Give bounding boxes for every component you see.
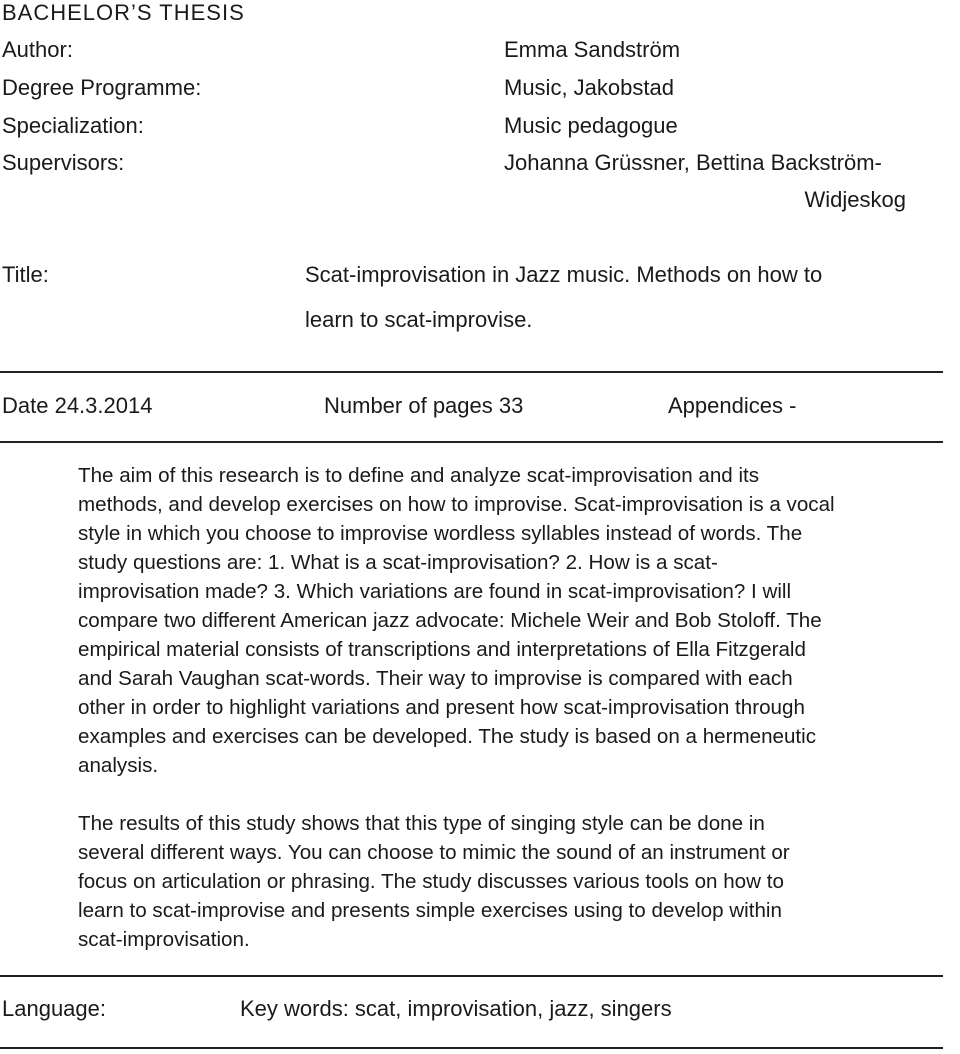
abstract-paragraph [78,461,960,780]
results-line: The results of this study shows that this type of singing style can be done in [78,812,765,835]
divider-info [0,441,943,443]
abstract-line: examples and exercises can be developed. The study is based on a hermeneutic [78,725,817,748]
results-line: focus on articulation or phrasing. The study discusses various tools on how to [78,870,784,893]
abstract-line: analysis. [78,754,159,777]
appendices-field: Appendices - [668,393,797,418]
specialization-value: Music pedagogue [504,113,678,138]
document-heading: BACHELOR’S THESIS [2,0,245,25]
title-value-line2: learn to scat-improvise. [305,307,533,332]
supervisors-value-line1: Johanna Grüssner, Bettina Backström- [504,150,882,175]
abstract-line: improvisation made? 3. Which variations are found in scat-improvisation? I will [78,580,792,603]
supervisors-value-line2: Widjeskog [804,187,906,212]
abstract-line: methods, and develop exercises on how to improvise. Scat-improvisation is a vocal [78,493,835,516]
abstract-line: other in order to highlight variations and present how scat-improvisation through [78,696,805,719]
divider-footer [0,1047,943,1049]
language-label: Language: [2,996,106,1021]
title-label: Title: [2,262,49,287]
abstract-line: empirical material consists of transcriptions and interpretations of Ella Fitzgerald [78,638,806,661]
abstract-line: compare two different American jazz advocate: Michele Weir and Bob Stoloff. The [78,609,822,632]
degree-value: Music, Jakobstad [504,75,674,100]
divider-top [0,371,943,373]
results-line: several different ways. You can choose to mimic the sound of an instrument or [78,841,790,864]
abstract-line: style in which you choose to improvise wordless syllables instead of words. The [78,522,803,545]
keywords-value: Key words: scat, improvisation, jazz, singers [240,996,672,1021]
results-line: scat-improvisation. [78,928,250,951]
results-line: learn to scat-improvise and presents simple exercises using to develop within [78,899,782,922]
abstract-line: study questions are: 1. What is a scat-improvisation? 2. How is a scat- [78,551,718,574]
author-label: Author: [2,37,73,62]
divider-bottom [0,975,943,977]
author-value: Emma Sandström [504,37,681,62]
supervisors-label: Supervisors: [2,150,125,175]
abstract-line: The aim of this research is to define and analyze scat-improvisation and its [78,464,760,487]
abstract-line: and Sarah Vaughan scat-words. Their way to improvise is compared with each [78,667,793,690]
degree-label: Degree Programme: [2,75,202,100]
pages-field: Number of pages 33 [324,393,524,418]
specialization-label: Specialization: [2,113,144,138]
date-field: Date 24.3.2014 [2,393,153,418]
results-paragraph [78,809,960,954]
title-value-line1: Scat-improvisation in Jazz music. Methods on how to [305,262,823,287]
